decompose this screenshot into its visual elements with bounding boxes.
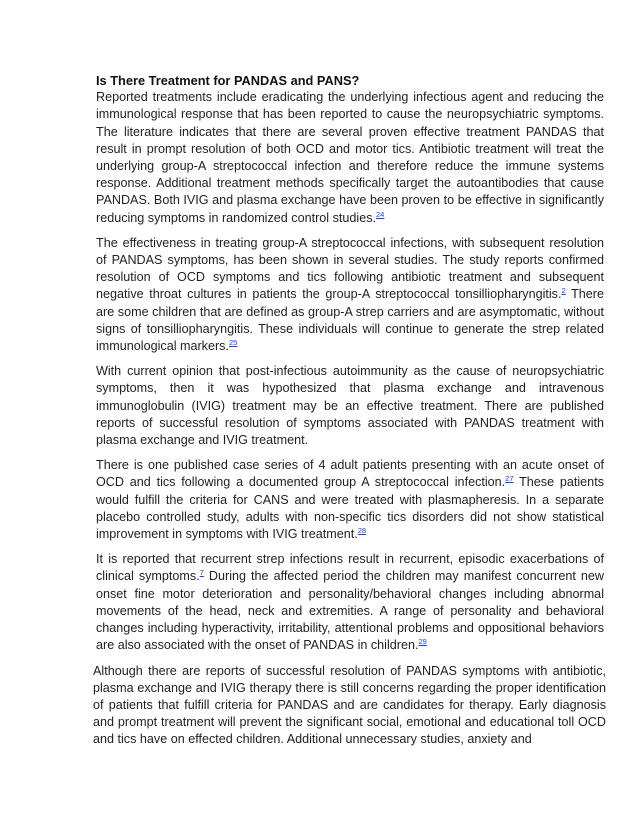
paragraph-3: [96, 363, 604, 449]
paragraph-text: There is one published case series of 4 adult patients presenting with an acute onset of OCD and tics following a documented group A streptococcal infection.: [96, 458, 604, 490]
paragraph-text: There are some children that are defined as group-A strep carriers and are asymptomatic, without signs of tonsilliopharyngitis. These individuals will continue to generate the strep related immunological markers.: [96, 287, 605, 354]
paragraph-2: [96, 235, 604, 355]
citation-link[interactable]: 27: [505, 474, 514, 484]
paragraph-list: [93, 89, 606, 748]
citation-link[interactable]: 2: [561, 286, 566, 296]
section-heading: Is There Treatment for PANDAS and PANS?: [96, 73, 360, 88]
paragraph-text: These patients would fulfill the criteria for CANS and were treated with plasmapheresis. In a separate placebo controlled study, adults with non-specific tics disorders did not show statistical improvement in symptoms with IVIG treatment.: [96, 475, 604, 542]
citation-link[interactable]: 29: [418, 637, 427, 647]
paragraph-text: Although there are reports of successful resolution of PANDAS symptoms with antibiotic, plasma exchange and IVIG therapy there is still concerns regarding the proper identification of patients that fulfill criteria for PANDAS and are candidates for therapy. Early diagnosis and prompt treatment will prevent the significant social, emotional and educational toll OCD and tics have on effected children. Additional unnecessary studies, anxiety and: [93, 663, 606, 747]
citation-link[interactable]: 25: [228, 338, 238, 348]
citation-link[interactable]: 7: [199, 568, 204, 578]
paragraph-4: [96, 457, 604, 543]
paragraph-5: [96, 551, 604, 654]
paragraph-1: [96, 89, 604, 227]
paragraph-text: With current opinion that post-infectious autoimmunity as the cause of neuropsychiatric symptoms, then it was hypothesized that plasma exchange and intravenous immunoglobulin (IVIG) treatment may be an effective treatment. There are published reports of successful resolution of symptoms associated with PANDAS treatment with plasma exchange and IVIG treatment.: [96, 364, 604, 448]
article-body: [93, 72, 606, 757]
paragraph-text: During the affected period the children may manifest concurrent new onset fine motor deterioration and personality/behavioral changes including abnormal movements of the head, neck and extremities. A range of personality and behavioral changes including hyperactivity, irritability, attentional problems and oppositional behaviors are also associated with the onset of PANDAS in children.: [96, 569, 605, 653]
citation-link[interactable]: 28: [357, 526, 367, 536]
paragraph-text: Reported treatments include eradicating the underlying infectious agent and reducing the immunological response that has been reported to cause the neuropsychiatric symptoms. The literature indicates that there are several proven effective treatment PANDAS that result in prompt resolution of both OCD and motor tics. Antibiotic treatment will treat the underlying group-A streptococcal infection and therefore reduce the immune systems response. Additional treatment methods specifically target the autoantibodies that cause PANDAS. Both IVIG and plasma exchange have been proven to be effective in significantly reducing symptoms in randomized control studies.: [96, 90, 604, 225]
citation-link[interactable]: 24: [376, 209, 385, 219]
paragraph-6: [93, 663, 606, 749]
paragraph-text: It is reported that recurrent strep infections result in recurrent, episodic exacerbations of clinical symptoms.: [96, 552, 604, 584]
paragraph-text: The effectiveness in treating group-A streptococcal infections, with subsequent resolution of PANDAS symptoms, has been shown in several studies. The study reports confirmed resolution of OCD symptoms and tics following antibiotic treatment and subsequent negative throat cultures in patients the group-A streptococcal tonsilliopharyngitis.: [96, 235, 604, 302]
